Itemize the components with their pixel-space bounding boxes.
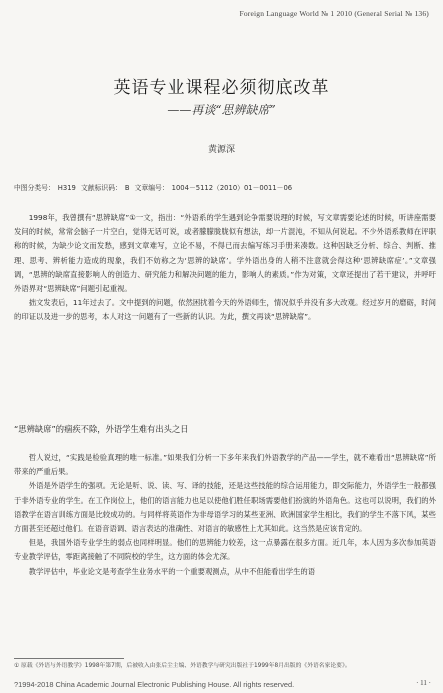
section-heading: “思辨缺席”的痼疾不除，外语学生难有出头之日 [14, 424, 189, 434]
intro-section [14, 211, 436, 325]
body-paragraph: 但是，我国外语专业学生的弱点也同样明显。他们的思辨能力较差，这一点暴露在很多方面。近几年，本人因为多次参加英语专业教学评估，零距离接触了不同院校的学生，这方面的体会尤深。 [14, 538, 436, 562]
footnote: ① 原载《外语与外语教学》1998年第7期，后被收入由张后尘主编、外语教学与研究出版社于1999年8月出版的《外语名家论要》。 [14, 663, 351, 669]
doc-code-value: B [124, 184, 130, 192]
article-subtitle: ——再谈“思辨缺席” [167, 103, 276, 117]
footnote-divider [14, 658, 124, 659]
body-paragraph: 外语是外语学生的强项。无论是听、说、读、写、译的技能，还是这些技能的综合运用能力，即交际能力，外语学生一般都强于非外语专业的学生。在工作岗位上，他们的语言能力也足以使他们胜任职场需要他们扮演的外语角色。这也可以说明，我们的外语教学在语言训练方面是比较成功的。与同样将英语作为非母语学习的某些亚洲、欧洲国家学生相比，我们的学生不落下风，某些方面甚至还超过他们。在语音语调、语言表达的准确性、对语言的敏感性上尤其如此。这当然是应该肯定的。 [14, 481, 436, 534]
section-body [14, 451, 436, 579]
body-paragraph: 教学评估中，毕业论文是考查学生业务水平的一个重要观测点，从中不但能看出学生的语 [28, 566, 316, 576]
body-paragraph: 1998年，我曾撰有“思辨缺席”①一文，指出：“外语系的学生遇到论争需要说理的时候，写文章需要论述的时候，听讲座需要发问的时候，常常会脑子一片空白，觉得无话可说，或者朦朦胧胧似有想法，却一片混沌，不知从何说起。不少外语系教师在评职称的时候，为缺少论文而发愁，感到文章难写，立论不易，不得已而去编写练习手册来凑数。这种因缺乏分析、综合、判断、推理、思考、辨析能力造成的现象，我们不妨称之为‘思辨的缺席’。学外语出身的人稍不注意就会得这种‘思辨缺席症’。”文章强调，“思辨的缺席直接影响人的创造力、研究能力和解决问题的能力，影响人的素质。”作为对策，文章还提出了若干建议，并呼吁外语界对“思辨缺席”问题引起重视。 [14, 213, 436, 294]
body-paragraph: 拙文发表后，11年过去了。文中提到的问题，依然困扰着今天的外语师生，情况似乎并没有多大改观。经过岁月的磨砺，时间的印证以及进一步的思考，本人对这一问题有了一些新的认识。为此，撰文再谈“思辨缺席”。 [14, 298, 436, 322]
article-no-value: 1004－5112（2010）01－0011－06 [171, 184, 293, 192]
body-paragraph: 哲人说过，“实践是检验真理的唯一标准。”如果我们分析一下多年来我们外语教学的产品——学生，就不难看出“思辨缺席”所带来的严重后果。 [14, 453, 436, 477]
article-title: 英语专业课程必须彻底改革 [113, 78, 330, 98]
journal-header: Foreign Language World № 1 2010 (General Serial № 136) [239, 9, 429, 18]
article-no-label: 文章编号： [134, 184, 169, 192]
clc-value: H319 [57, 184, 76, 192]
article-metadata [14, 182, 434, 192]
author-name: 黄源深 [207, 145, 235, 155]
page-number: · 11 · [416, 679, 431, 687]
clc-label: 中图分类号： [14, 184, 55, 192]
copyright-notice: ?1994-2018 China Academic Journal Electronic Publishing House. All rights reserved. [14, 680, 295, 689]
doc-code-label: 文献标识码： [81, 184, 122, 192]
